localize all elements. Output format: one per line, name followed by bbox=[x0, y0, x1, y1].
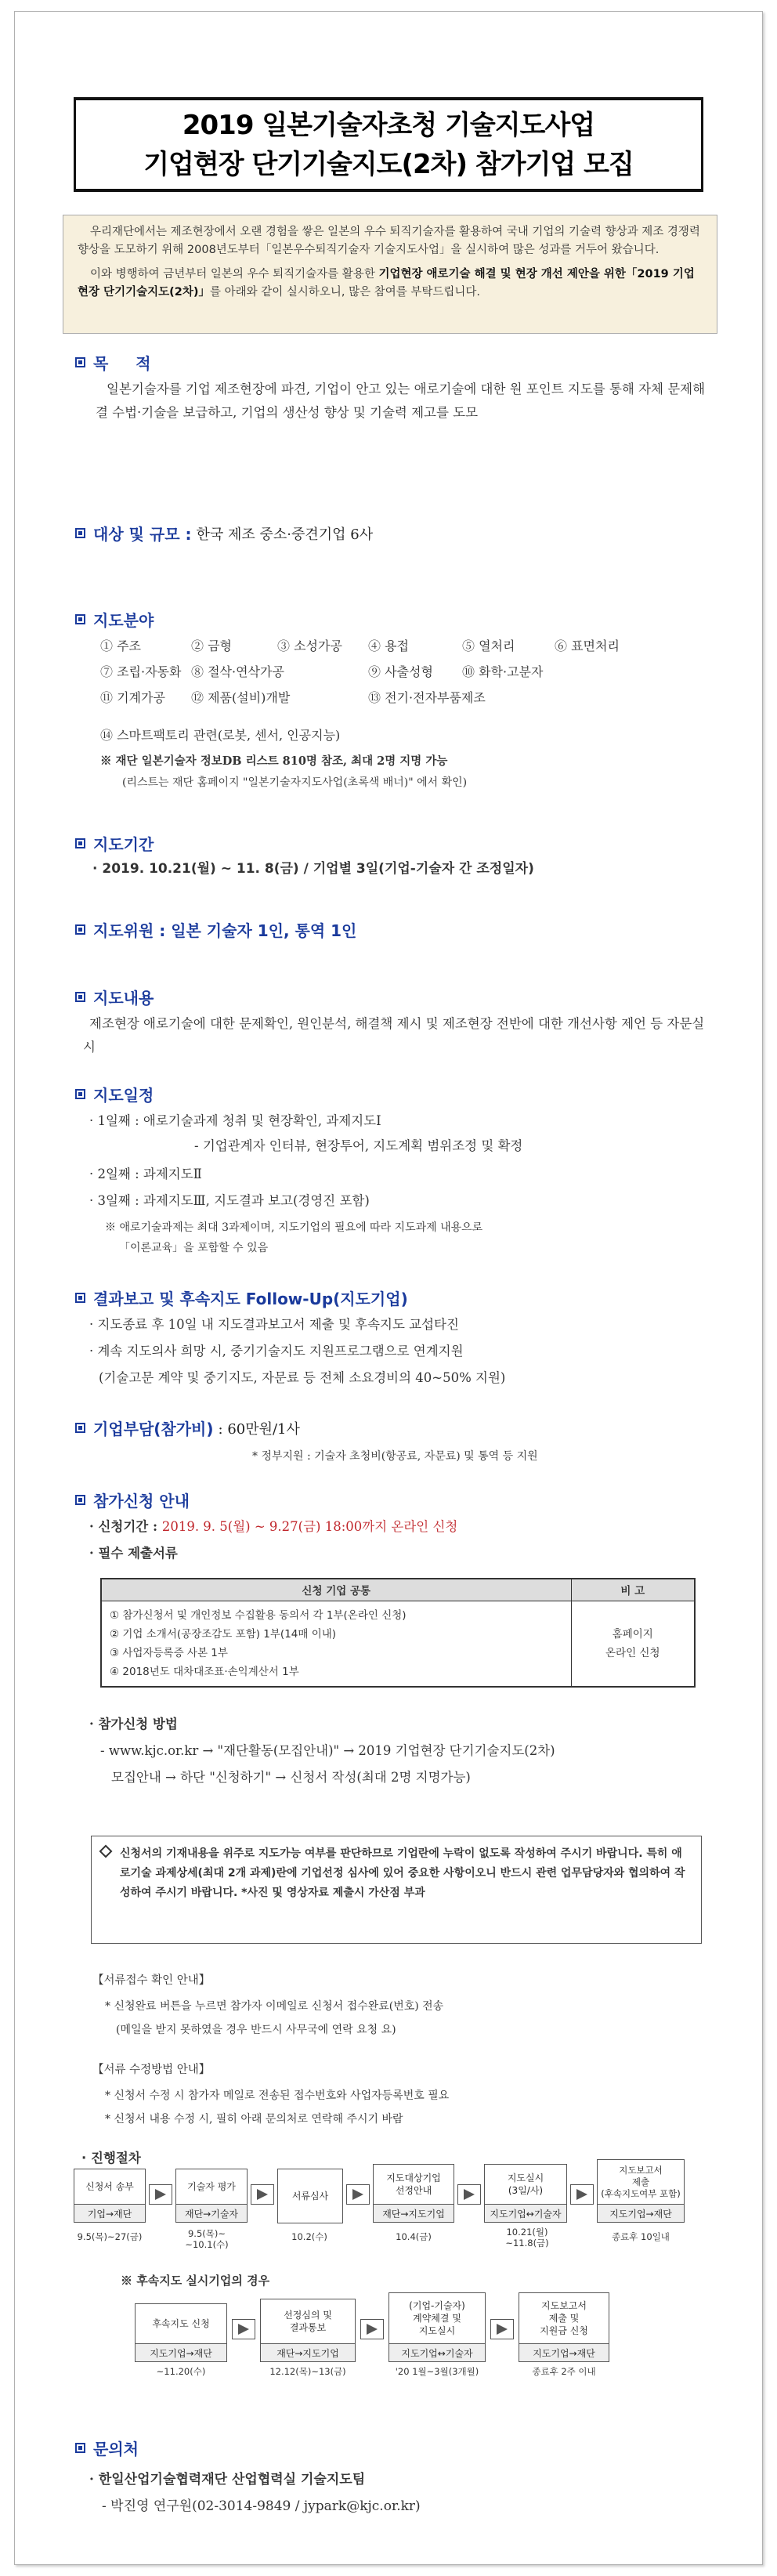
purpose-heading-text: 목 적 bbox=[93, 354, 162, 373]
followup-step-actor: 지도기업→재단 bbox=[519, 2343, 609, 2361]
fields-heading-text: 지도분야 bbox=[93, 611, 154, 630]
section-contact-heading bbox=[75, 2437, 139, 2459]
square-bullet-icon bbox=[75, 992, 85, 1002]
apply-period bbox=[89, 1515, 457, 1539]
title-line-2: 기업현장 단기기술지도(2차) 참가기업 모집 bbox=[143, 148, 634, 180]
section-fields-heading bbox=[75, 608, 154, 631]
process-step-date: 종료후 10일내 bbox=[612, 2231, 670, 2242]
schedule-line-1: · 1일째 : 애로기술과제 청취 및 현장확인, 과제지도Ⅰ bbox=[89, 1113, 381, 1128]
process-step-date: 10.2(수) bbox=[291, 2231, 327, 2242]
square-bullet-icon bbox=[75, 924, 85, 935]
process-step-title: 기술자 평가 bbox=[187, 2181, 236, 2192]
section-fee-heading bbox=[75, 1416, 300, 1439]
arrow-right-icon bbox=[149, 2184, 172, 2205]
process-step bbox=[277, 2169, 343, 2223]
target-text: 한국 제조 중소·중견기업 6사 bbox=[196, 526, 374, 543]
content-heading-text: 지도내용 bbox=[93, 989, 154, 1008]
followup-step-title: (기업-기술자) 계약체결 및 지도실시 bbox=[409, 2300, 465, 2336]
process-step-actor: 지도기업→재단 bbox=[598, 2204, 684, 2222]
confirm-line-1: * 신청완료 버튼을 누르면 참가자 이메일로 신청서 접수완료(번호) 전송 bbox=[105, 2000, 444, 2013]
followup-step bbox=[388, 2292, 486, 2362]
process-step-title: 서류심사 bbox=[291, 2191, 329, 2202]
fields-note-1: ※ 재단 일본기술자 정보DB 리스트 810명 참조, 최대 2명 지명 가능 bbox=[100, 754, 448, 768]
field-item-14: ⑭ 스마트팩토리 관련(로봇, 센서, 인공지능) bbox=[100, 728, 341, 743]
table-row bbox=[101, 1601, 695, 1687]
process-step-date: 9.5(목)~27(금) bbox=[77, 2231, 143, 2242]
contact-line-2: - 박진영 연구원(02-3014-9849 / jypark@kjc.or.kr) bbox=[102, 2498, 421, 2514]
fee-note: * 정부지원 : 기술자 초청비(항공료, 자문료) 및 통역 등 지원 bbox=[252, 1450, 538, 1463]
schedule-note-2: 「이론교육」을 포함할 수 있음 bbox=[119, 1242, 269, 1254]
square-bullet-icon bbox=[75, 838, 85, 848]
followup-step-actor: 지도기업↔기술자 bbox=[389, 2343, 485, 2361]
content-text: 제조현장 애로기술에 대한 문제확인, 원인분석, 해결책 제시 및 제조현장 전반에 대한 개선사항 제언 등 자문실시 bbox=[83, 1016, 705, 1055]
title-box bbox=[74, 97, 703, 192]
notice-box bbox=[91, 1836, 702, 1944]
notice-text: 신청서의 기재내용을 위주로 지도가능 여부를 판단하므로 기업란에 누락이 없도록 작성하여 주시기 바랍니다. 특히 애로기술 과제상세(최대 2개 과제)란에 기업선정 심사에 있어 중요한 사항이오니 반드시 관련 업무담당자와 협의하여 작성하여 주시기 바랍니다. *사진 및 영상자료 제출시 가산점 부과 bbox=[120, 1847, 685, 1899]
section-period-heading bbox=[75, 832, 154, 855]
arrow-right-icon bbox=[360, 2319, 384, 2339]
edit-line-2: * 신청서 내용 수정 시, 필히 아래 문의처로 연락해 주시기 바람 bbox=[105, 2113, 403, 2126]
remark-line: 홈페이지 bbox=[612, 1627, 653, 1641]
fee-heading-text: 기업부담(참가비) bbox=[93, 1420, 214, 1438]
doc-item: ④ 2018년도 대차대조표·손익계산서 1부 bbox=[110, 1665, 299, 1678]
followup-step bbox=[135, 2303, 227, 2362]
contact-heading-text: 문의처 bbox=[93, 2440, 139, 2458]
section-apply-heading bbox=[75, 1489, 190, 1511]
apply-method-line-2: 모집안내 → 하단 "신청하기" → 신청서 작성(최대 2명 지명가능) bbox=[111, 1770, 471, 1785]
table-cell bbox=[101, 1601, 571, 1687]
field-item: ⑦ 조립·자동화 bbox=[100, 664, 182, 679]
process-step bbox=[74, 2169, 146, 2223]
schedule-heading-text: 지도일정 bbox=[93, 1086, 154, 1105]
followup-line-3: (기술고문 계약 및 중기지도, 자문료 등 전체 소요경비의 40~50% 지원) bbox=[99, 1370, 506, 1385]
section-content-heading bbox=[75, 986, 154, 1008]
confirm-line-2: (메일을 받지 못하였을 경우 반드시 사무국에 연락 요청 요) bbox=[116, 2024, 396, 2036]
arrow-right-icon bbox=[232, 2319, 255, 2339]
followup-step bbox=[260, 2299, 356, 2362]
followup-line-1: · 지도종료 후 10일 내 지도결과보고서 제출 및 후속지도 교섭타진 bbox=[89, 1317, 459, 1332]
schedule-line-4: · 3일째 : 과제지도Ⅲ, 지도결과 보고(경영진 포함) bbox=[89, 1193, 370, 1208]
square-bullet-icon bbox=[75, 357, 85, 367]
remark-line: 온라인 신청 bbox=[605, 1646, 660, 1659]
fields-grid bbox=[100, 636, 656, 706]
process-step-title: 신청서 송부 bbox=[85, 2181, 134, 2192]
followup-step-date: 종료후 2주 이내 bbox=[532, 2366, 596, 2377]
field-item: ⑩ 화학·고분자 bbox=[462, 664, 544, 679]
documents-table bbox=[100, 1578, 696, 1688]
process-step-actor: 재단→지도기업 bbox=[374, 2204, 454, 2222]
intro-p2-c: 를 아래와 같이 실시하오니, 많은 참여를 부탁드립니다. bbox=[209, 286, 480, 298]
square-bullet-icon bbox=[75, 1293, 85, 1303]
section-schedule-heading bbox=[75, 1083, 154, 1105]
target-heading-text: 대상 및 규모 : bbox=[93, 525, 192, 544]
process-step-title: 지도대상기업 선정안내 bbox=[386, 2173, 441, 2196]
contact-line-1: · 한일산업기술협력재단 산업협력실 기술지도팀 bbox=[89, 2472, 366, 2487]
field-item: ⑨ 사출성형 bbox=[368, 664, 433, 679]
process-step-title: 지도실시 (3일/사) bbox=[507, 2173, 544, 2196]
field-item: ① 주조 bbox=[100, 639, 141, 653]
process-step bbox=[373, 2164, 454, 2223]
process-step-title: 지도보고서 제출 (후속지도여부 포함) bbox=[601, 2164, 681, 2199]
field-item: ⑧ 절삭·연삭가공 bbox=[191, 664, 284, 679]
apply-period-label: · 신청기간 : bbox=[89, 1519, 162, 1534]
followup-step-title: 후속지도 신청 bbox=[152, 2318, 210, 2329]
fields-note-2: (리스트는 재단 홈페이지 "일본기술자지도사업(초록색 배너)" 에서 확인) bbox=[122, 776, 468, 789]
table-header-row bbox=[101, 1579, 695, 1601]
followup-step-actor: 재단→지도기업 bbox=[261, 2343, 355, 2361]
title-line-1: 2019 일본기술자초청 기술지도사업 bbox=[182, 109, 595, 141]
followup-heading-text: 결과보고 및 후속지도 Follow-Up(지도기업) bbox=[93, 1290, 408, 1308]
followup-step bbox=[519, 2292, 609, 2362]
followup-line-2: · 계속 지도의사 희망 시, 중기기술지도 지원프로그램으로 연계지원 bbox=[89, 1344, 464, 1359]
field-item: ⑤ 열처리 bbox=[462, 639, 515, 653]
intro-paragraph-1: 우리재단에서는 제조현장에서 오랜 경험을 쌓은 일본의 우수 퇴직기술자를 활용하여 국내 기업의 기술력 향상과 제조 경쟁력 향상을 도모하기 위해 2008년도부터「일본우수퇴직기술자 기술지도사업」을 실시하여 많은 성과를 거두어 왔습니다. bbox=[78, 226, 700, 256]
square-bullet-icon bbox=[75, 614, 85, 624]
square-bullet-icon bbox=[75, 528, 85, 538]
confirm-heading: 【서류접수 확인 안내】 bbox=[92, 1974, 211, 1987]
arrow-right-icon bbox=[490, 2319, 514, 2339]
arrow-right-icon bbox=[457, 2184, 481, 2205]
field-item: ⑫ 제품(설비)개발 bbox=[191, 690, 291, 705]
doc-item: ③ 사업자등록증 사본 1부 bbox=[110, 1646, 228, 1659]
section-purpose-heading bbox=[75, 351, 162, 374]
field-item: ② 금형 bbox=[191, 639, 232, 653]
process-step-date: 10.21(월) ~11.8(금) bbox=[505, 2227, 549, 2249]
field-item: ⑬ 전기·전자부품제조 bbox=[368, 690, 486, 705]
followup-step-date: '20 1월~3월(3개월) bbox=[395, 2366, 479, 2377]
followup-step-title: 지도보고서 제출 및 지원금 신청 bbox=[540, 2300, 588, 2336]
followup-flow-heading: ※ 후속지도 실시기업의 경우 bbox=[121, 2274, 270, 2288]
process-step-actor: 지도기업↔기술자 bbox=[485, 2204, 566, 2222]
process-step-actor: 기업→재단 bbox=[74, 2204, 145, 2222]
apply-method-line-1: - www.kjc.or.kr → "재단활동(모집안내)" → 2019 기업현장 단기기술지도(2차) bbox=[100, 1743, 555, 1758]
schedule-line-2: - 기업관계자 인터뷰, 현장투어, 지도계획 범위조정 및 확정 bbox=[194, 1138, 523, 1153]
schedule-note-1: ※ 애로기술과제는 최대 3과제이며, 지도기업의 필요에 따라 지도과제 내용으로 bbox=[105, 1221, 483, 1234]
section-experts-heading bbox=[75, 918, 356, 941]
intro-p2-a: 이와 병행하여 금년부터 일본의 우수 퇴직기술자를 활용한 bbox=[90, 268, 379, 280]
followup-step-title: 선정심의 및 결과통보 bbox=[284, 2310, 332, 2333]
table-cell bbox=[571, 1601, 695, 1687]
field-item: ⑪ 기계가공 bbox=[100, 690, 165, 705]
apply-method-label: · 참가신청 방법 bbox=[89, 1717, 178, 1731]
intro-paragraph-2 bbox=[78, 266, 703, 302]
apply-docs-label: · 필수 제출서류 bbox=[89, 1546, 178, 1561]
process-step-actor: 재단→기술자 bbox=[176, 2204, 247, 2222]
arrow-right-icon bbox=[346, 2184, 370, 2205]
square-bullet-icon bbox=[75, 1423, 85, 1433]
field-item: ③ 소성가공 bbox=[277, 639, 342, 653]
field-item: ④ 용접 bbox=[368, 639, 409, 653]
section-target-heading bbox=[75, 522, 373, 545]
square-bullet-icon bbox=[75, 1495, 85, 1505]
edit-heading: 【서류 수정방법 안내】 bbox=[92, 2064, 211, 2076]
schedule-line-3: · 2일째 : 과제지도Ⅱ bbox=[89, 1167, 202, 1181]
process-heading: · 진행절차 bbox=[81, 2151, 141, 2165]
fee-value: : 60만원/1사 bbox=[218, 1420, 300, 1438]
doc-item: ① 참가신청서 및 개인정보 수집활용 동의서 각 1부(온라인 신청) bbox=[110, 1608, 407, 1622]
apply-heading-text: 참가신청 안내 bbox=[93, 1492, 190, 1511]
process-step bbox=[597, 2159, 685, 2223]
process-step-date: 9.5(목)~ ~10.1(수) bbox=[185, 2228, 229, 2250]
followup-step-actor: 지도기업→재단 bbox=[136, 2343, 226, 2361]
experts-heading-text: 지도위원 : 일본 기술자 1인, 통역 1인 bbox=[93, 921, 357, 940]
followup-step-date: ~11.20(수) bbox=[156, 2366, 206, 2377]
process-step bbox=[175, 2169, 248, 2223]
section-followup-heading bbox=[75, 1286, 408, 1309]
table-header-cell: 신청 기업 공통 bbox=[101, 1579, 571, 1601]
square-bullet-icon bbox=[75, 1089, 85, 1099]
process-step bbox=[484, 2164, 567, 2223]
intro-box bbox=[63, 215, 717, 334]
arrow-right-icon bbox=[570, 2184, 594, 2205]
apply-period-value: 2019. 9. 5(월) ~ 9.27(금) 18:00까지 온라인 신청 bbox=[161, 1519, 458, 1534]
followup-step-date: 12.12(목)~13(금) bbox=[269, 2366, 346, 2377]
diamond-bullet-icon bbox=[99, 1845, 113, 1858]
arrow-right-icon bbox=[251, 2184, 274, 2205]
doc-item: ② 기업 소개서(공장조감도 포함) 1부(14매 이내) bbox=[110, 1627, 337, 1641]
period-text: · 2019. 10.21(월) ~ 11. 8(금) / 기업별 3일(기업-기술자 간 조정일자) bbox=[92, 861, 534, 877]
intro-p2-bold: 기업현장 애로기술 해결 및 현장 개선 제안을 위한「2019 기업현장 단기기술지도(2차)」 bbox=[78, 268, 695, 298]
process-step-date: 10.4(금) bbox=[396, 2231, 432, 2242]
purpose-text: 일본기술자를 기업 제조현장에 파견, 기업이 안고 있는 애로기술에 대한 원 포인트 지도를 통해 자체 문제해결 수법·기술을 보급하고, 기업의 생산성 향상 및 기술력 제고를 도모 bbox=[96, 382, 706, 420]
period-heading-text: 지도기간 bbox=[93, 835, 154, 854]
field-item: ⑥ 표면처리 bbox=[555, 639, 620, 653]
table-header-cell: 비 고 bbox=[571, 1579, 695, 1601]
edit-line-1: * 신청서 수정 시 참가자 메일로 전송된 접수번호와 사업자등록번호 필요 bbox=[105, 2089, 450, 2102]
square-bullet-icon bbox=[75, 2443, 85, 2453]
